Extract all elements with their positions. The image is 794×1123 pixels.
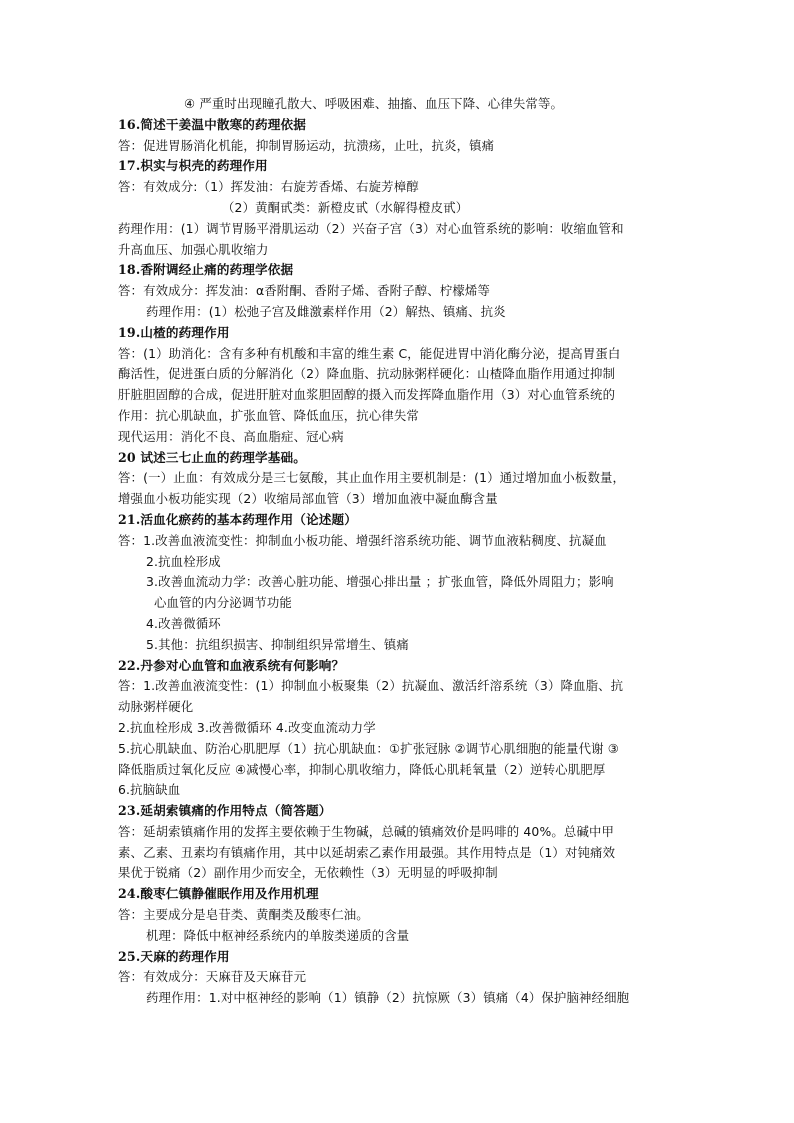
text-line: 答：延胡索镇痛作用的发挥主要依赖于生物碱，总碱的镇痛效价是吗啡的 40%。总碱中甲 bbox=[118, 823, 615, 839]
text-line: 答：有效成分：挥发油：α香附酮、香附子烯、香附子醇、柠檬烯等 bbox=[118, 283, 490, 299]
text-line: 果优于锐痛（2）副作用少而安全，无依赖性（3）无明显的呼吸抑制 bbox=[118, 865, 498, 881]
text-line: 作用：抗心肌缺血，扩张血管、降低血压，抗心律失常 bbox=[118, 407, 419, 423]
text-line: 药理作用：1.对中枢神经的影响（1）镇静（2）抗惊厥（3）镇痛（4）保护脑神经细胞 bbox=[146, 990, 630, 1006]
text-line: 答：促进胃肠消化机能，抑制胃肠运动，抗溃疡，止吐，抗炎，镇痛 bbox=[118, 137, 495, 153]
text-line: 答：主要成分是皂苷类、黄酮类及酸枣仁油。 bbox=[118, 907, 369, 923]
text-line: 肝脏胆固醇的合成，促进肝脏对血浆胆固醇的摄入而发挥降血脂作用（3）对心血管系统的 bbox=[118, 387, 616, 403]
text-line: 3.改善血流动力学：改善心脏功能、增强心排出量 ；扩张血管，降低外周阻力；影响 bbox=[146, 574, 614, 590]
document-page bbox=[118, 94, 680, 1009]
text-line: 2.抗血栓形成 bbox=[146, 553, 221, 569]
text-line: 答：(1）助消化：含有多种有机酸和丰富的维生素 C，能促进胃中消化酶分泌，提高胃蛋白 bbox=[118, 345, 621, 361]
question-heading: 21.活血化瘀药的基本药理作用（论述题） bbox=[118, 511, 358, 527]
text-line: 6.抗脑缺血 bbox=[118, 782, 181, 798]
text-line: 动脉粥样硬化 bbox=[118, 699, 194, 715]
question-heading: 25.天麻的药理作用 bbox=[118, 948, 230, 964]
text-line: 答：1.改善血液流变性：(1）抑制血小板聚集（2）抗凝血、激活纤溶系统（3）降血脂、抗 bbox=[118, 678, 624, 694]
question-heading: 19.山楂的药理作用 bbox=[118, 324, 230, 340]
text-line: 酶活性，促进蛋白质的分解消化（2）降血脂、抗动脉粥样硬化：山楂降血脂作用通过抑制 bbox=[118, 366, 616, 382]
text-line: 机理：降低中枢神经系统内的单胺类递质的含量 bbox=[146, 927, 410, 943]
question-heading: 24.酸枣仁镇静催眠作用及作用机理 bbox=[118, 886, 319, 902]
question-heading: 22.丹参对心血管和血液系统有何影响？ bbox=[118, 657, 345, 673]
text-line: 药理作用：(1）松弛子宫及雌激素样作用（2）解热、镇痛、抗炎 bbox=[146, 303, 506, 319]
text-line: ④ 严重时出现瞳孔散大、呼吸困难、抽搐、血压下降、心律失常等。 bbox=[184, 96, 564, 111]
text-line: 增强血小板功能实现（2）收缩局部血管（3）增加血液中凝血酶含量 bbox=[118, 491, 498, 507]
question-heading: 16.简述干姜温中散寒的药理依据 bbox=[118, 116, 307, 132]
question-heading: 18.香附调经止痛的药理学依据 bbox=[118, 262, 294, 278]
question-heading: 23.延胡索镇痛的作用特点（简答题） bbox=[118, 803, 332, 819]
text-line: 5.抗心肌缺血、防治心肌肥厚（1）抗心肌缺血：①扩张冠脉 ②调节心肌细胞的能量代谢 ③ bbox=[118, 740, 620, 756]
text-line: 2.抗血栓形成 3.改善微循环 4.改变血流动力学 bbox=[118, 719, 376, 735]
text-line: 药理作用：(1）调节胃肠平滑肌运动（2）兴奋子宫（3）对心血管系统的影响：收缩血管和 bbox=[118, 220, 624, 236]
text-line: 5.其他：抗组织损害、抑制组织异常增生、镇痛 bbox=[146, 636, 409, 652]
text-line: 答：有效成分:（1）挥发油：右旋芳香烯、右旋芳樟醇 bbox=[118, 179, 419, 195]
text-line: 素、乙素、丑素均有镇痛作用，其中以延胡索乙素作用最强。其作用特点是（1）对钝痛效 bbox=[118, 844, 616, 860]
question-heading: 17.枳实与枳壳的药理作用 bbox=[118, 158, 268, 174]
text-line: （2）黄酮甙类：新橙皮甙（水解得橙皮甙） bbox=[222, 199, 469, 215]
question-heading: 20 试述三七止血的药理学基础。 bbox=[118, 449, 307, 465]
text-line: 现代运用：消化不良、高血脂症、冠心病 bbox=[118, 428, 344, 444]
text-line: 4.改善微循环 bbox=[146, 615, 221, 631]
text-line: 答：(一）止血：有效成分是三七氨酸，其止血作用主要机制是：(1）通过增加血小板数量， bbox=[118, 470, 626, 486]
text-line: 升高血压、加强心肌收缩力 bbox=[118, 241, 269, 257]
text-line: 心血管的内分泌调节功能 bbox=[154, 595, 292, 611]
text-line: 答：1.改善血液流变性：抑制血小板功能、增强纤溶系统功能、调节血液粘稠度、抗凝血 bbox=[118, 532, 607, 548]
text-line: 降低脂质过氧化反应 ④减慢心率，抑制心肌收缩力，降低心肌耗氧量（2）逆转心肌肥厚 bbox=[118, 761, 606, 777]
text-line: 答：有效成分：天麻苷及天麻苷元 bbox=[118, 969, 307, 985]
